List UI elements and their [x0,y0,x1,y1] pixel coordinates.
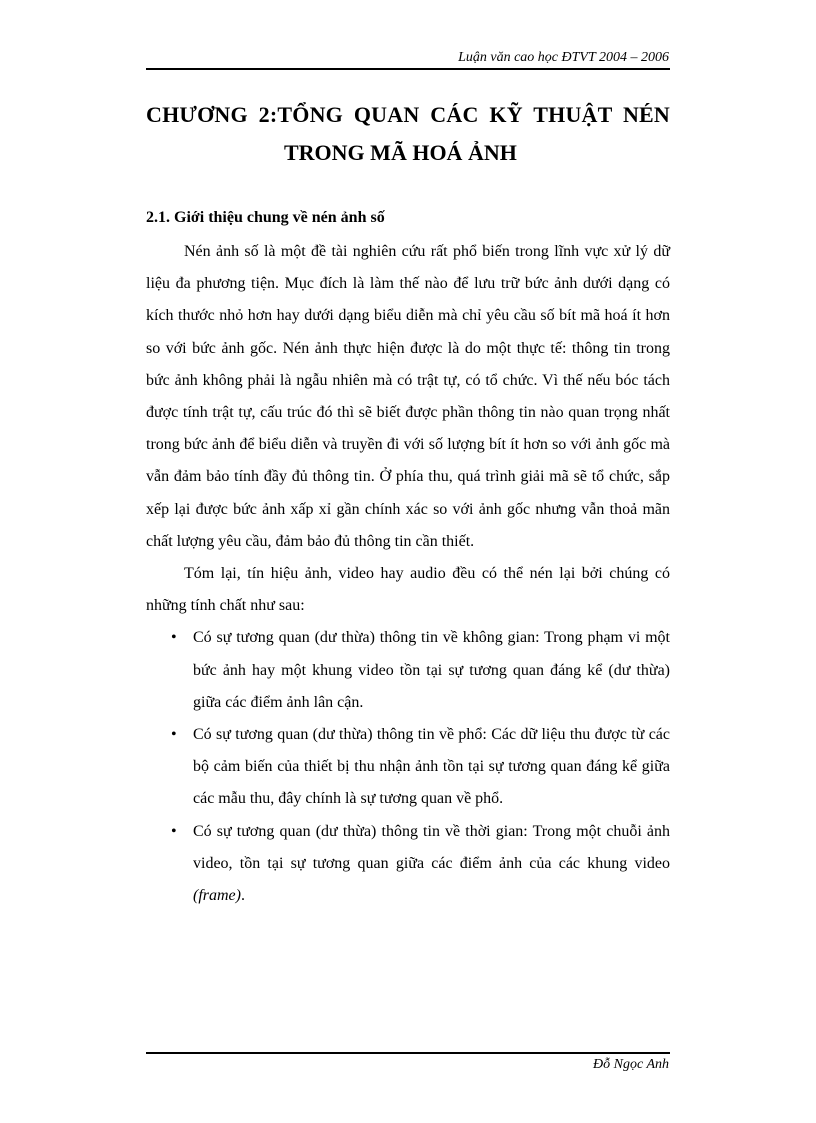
bullet-icon: • [171,629,177,647]
list-item-text: Có sự tương quan (dư thừa) thông tin về không gian: Trong phạm vi một bức ảnh hay một khung video tồn tại sự tương quan đáng kể (dư thừa) giữa các điểm ảnh lân cận. [193,629,670,711]
list-item-text: Có sự tương quan (dư thừa) thông tin về thời gian: Trong một chuỗi ảnh video, tồn tại sự tương quan giữa các điểm ảnh của các khung video [193,822,670,872]
bullet-icon: • [171,822,177,840]
footer-author: Đỗ Ngọc Anh [593,1057,669,1072]
list-item-text: Có sự tương quan (dư thừa) thông tin về phổ: Các dữ liệu thu được từ các bộ cảm biến của thiết bị thu nhận ảnh tồn tại sự tương quan đáng kể giữa các mẫu thu, đây chính là sự tương quan về phổ. [193,726,670,808]
paragraph-intro: Nén ảnh số là một đề tài nghiên cứu rất phổ biến trong lĩnh vực xử lý dữ liệu đa phương tiện. Mục đích là làm thế nào để lưu trữ bức ảnh dưới dạng có kích thước nhỏ hơn hay dưới dạng biểu diễn mà chỉ yêu cầu số bít mã hoá ít hơn so với bức ảnh gốc. Nén ảnh thực hiện được là do một thực tế: thông tin trong bức ảnh không phải là ngẫu nhiên mà có trật tự, có tổ chức. Vì thế nếu bóc tách được tính trật tự, cấu trúc đó thì sẽ biết được phần thông tin nào quan trọng nhất trong bức ảnh để biểu diễn và truyền đi với số lượng bít ít hơn so với ảnh gốc mà vẫn đảm bảo tính đầy đủ thông tin. Ở phía thu, quá trình giải mã sẽ tổ chức, sắp xếp lại được bức ảnh xấp xỉ gần chính xác so với ảnh gốc nhưng vẫn thoả mãn chất lượng yêu cầu, đảm bảo đủ thông tin cần thiết. [146,243,670,550]
section-heading: 2.1. Giới thiệu chung về nén ảnh số [146,209,385,226]
running-header: Luận văn cao học ĐTVT 2004 – 2006 [458,50,669,65]
list-item-term: (frame) [193,887,241,905]
property-list [146,622,670,912]
section-body [146,236,670,912]
list-item [146,622,670,719]
chapter-title [146,96,670,172]
chapter-title-line-2: TRONG MÃ HOÁ ẢNH [284,140,517,165]
chapter-title-line-1: CHƯƠNG 2:TỔNG QUAN CÁC KỸ THUẬT NÉN [146,102,670,127]
footer-divider [146,1052,670,1054]
list-item-tail: . [240,887,245,905]
bullet-icon: • [171,726,177,744]
header-divider [146,68,670,70]
list-item [146,816,670,913]
paragraph-summary: Tóm lại, tín hiệu ảnh, video hay audio đều có thể nén lại bởi chúng có những tính chất như sau: [146,565,670,615]
list-item [146,719,670,816]
